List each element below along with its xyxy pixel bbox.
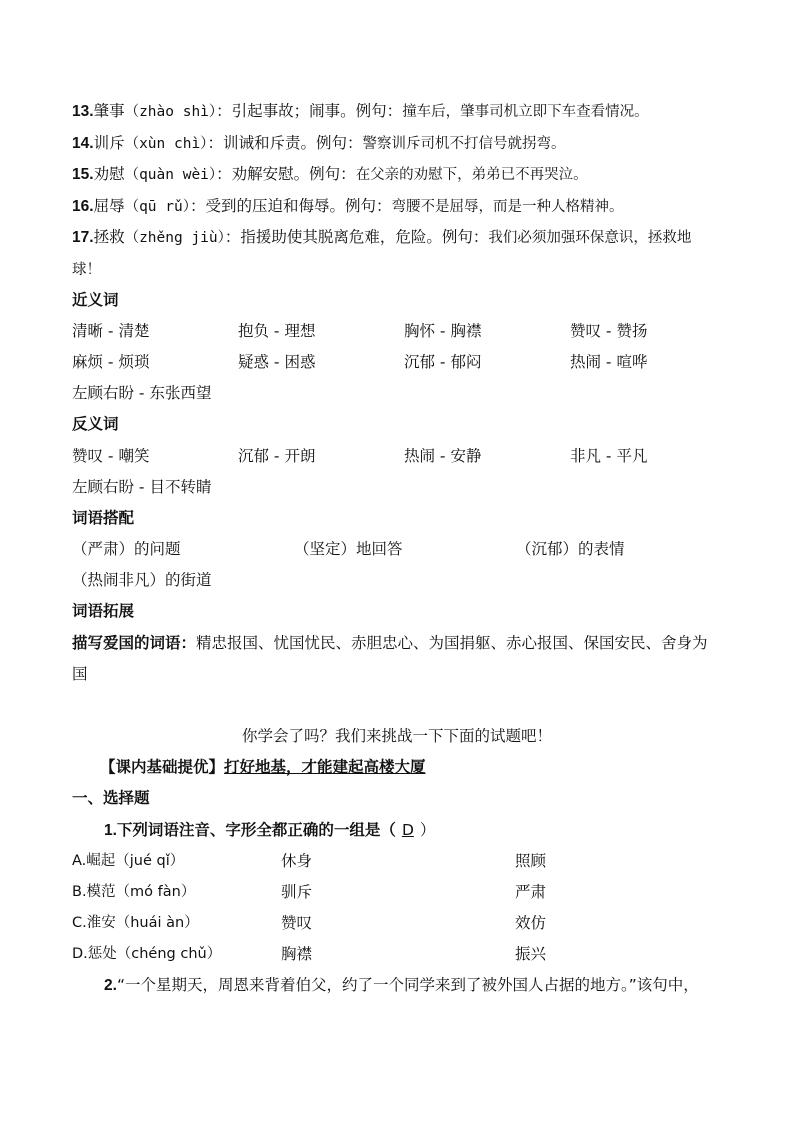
- vocab-entry-17-cont: [72, 258, 101, 281]
- question-2: [104, 974, 699, 997]
- entry-number: 17.: [72, 229, 94, 246]
- option-a-word3: 照顾: [515, 852, 547, 870]
- entry-pinyin: （qū rǔ）: [124, 199, 190, 215]
- synonym-pair: 麻烦 - 烦琐: [72, 353, 150, 371]
- option-d-word3: 振兴: [515, 945, 547, 963]
- extension-heading: 词语拓展: [72, 602, 135, 620]
- entry-word: 肇事: [93, 102, 125, 120]
- vocab-entry-17: [72, 226, 691, 249]
- entry-definition: ：劝解安慰。例句：: [216, 165, 356, 183]
- option-c-word3: 效仿: [515, 914, 547, 932]
- antonyms-heading: 反义词: [72, 415, 119, 433]
- antonym-pair: 非凡 - 平凡: [570, 447, 648, 465]
- entry-pinyin: （xùn chì）: [124, 136, 208, 152]
- option-d: D.惩处（chéng chǔ）: [72, 946, 222, 962]
- collocation: （沉郁）的表情: [516, 540, 625, 558]
- antonym-pair: 赞叹 - 嘲笑: [72, 447, 150, 465]
- antonym-pair: 沉郁 - 开朗: [238, 447, 316, 465]
- entry-definition: ：引起事故；闹事。例句：: [216, 102, 403, 120]
- question-stem-end: ）: [419, 821, 436, 839]
- question-text: “一个星期天，周恩来背着伯父，约了一个同学来到了被外国人占据的地方。”该句中，: [116, 976, 699, 994]
- entry-word: 训斥: [93, 134, 125, 152]
- option-d-word2: 胸襟: [281, 945, 313, 963]
- option-a: A.崛起（jué qǐ）: [72, 853, 185, 869]
- antonym-pair: 左顾右盼 - 目不转睛: [72, 478, 212, 496]
- entry-number: 16.: [72, 198, 94, 215]
- entry-word: 劝慰: [93, 165, 125, 183]
- entry-number: 14.: [72, 135, 94, 152]
- entry-example: 警察训斥司机不打信号就拐弯。: [362, 136, 566, 152]
- collocation: （热闹非凡）的街道: [72, 571, 212, 589]
- section-banner: [100, 756, 426, 778]
- entry-word: 屈辱: [93, 197, 125, 215]
- synonym-pair: 胸怀 - 胸襟: [404, 322, 482, 340]
- option-b-word2: 驯斥: [281, 883, 313, 901]
- entry-pinyin: （quàn wèi）: [124, 167, 217, 183]
- extension-line: [72, 632, 708, 654]
- challenge-prompt: 你学会了吗？我们来挑战一下下面的试题吧！: [241, 727, 552, 745]
- question-number: 2.: [104, 977, 117, 994]
- option-b-word3: 严肃: [515, 883, 547, 901]
- collocations-heading: 词语搭配: [72, 509, 135, 527]
- antonym-pair: 热闹 - 安静: [404, 447, 482, 465]
- entry-definition: ：受到的压迫和侮辱。例句：: [189, 197, 392, 215]
- synonym-pair: 赞叹 - 赞扬: [570, 322, 648, 340]
- entry-definition: ：指援助使其脱离危难，危险。例句：: [224, 228, 489, 246]
- option-c: C.淮安（huái àn）: [72, 915, 199, 931]
- extension-line-cont: 国: [72, 665, 88, 683]
- part-title: 一、选择题: [72, 789, 150, 807]
- synonym-pair: 抱负 - 理想: [238, 322, 316, 340]
- question-1-stem: [104, 819, 435, 842]
- entry-definition: ：训诫和斥责。例句：: [207, 134, 363, 152]
- entry-example: 撞车后，肇事司机立即下车查看情况。: [402, 104, 649, 120]
- option-c-word2: 赞叹: [281, 914, 313, 932]
- question-answer: D: [401, 821, 414, 839]
- vocab-entry-14: [72, 132, 565, 155]
- extension-words: 精忠报国、忧国忧民、赤胆忠心、为国捐躯、赤心报国、保国安民、舍身为: [196, 634, 708, 652]
- entry-number: 15.: [72, 166, 94, 183]
- entry-pinyin: （zhào shì）: [124, 104, 217, 120]
- option-b: B.模范（mó fàn）: [72, 884, 196, 900]
- entry-number: 13.: [72, 103, 94, 120]
- vocab-entry-16: [72, 195, 624, 218]
- synonym-pair: 热闹 - 喧哗: [570, 353, 648, 371]
- extension-label: 描写爱国的词语：: [72, 634, 197, 652]
- synonym-pair: 疑惑 - 困惑: [238, 353, 316, 371]
- entry-word: 拯救: [93, 228, 125, 246]
- entry-example: 弯腰不是屈辱，而是一种人格精神。: [391, 199, 624, 215]
- synonyms-heading: 近义词: [72, 291, 119, 309]
- question-stem: 1.下列词语注音、字形全都正确的一组是（: [104, 822, 396, 839]
- option-a-word2: 休身: [281, 852, 313, 870]
- banner-slogan: 打好地基，才能建起高楼大厦: [224, 758, 426, 776]
- collocation: （严肃）的问题: [72, 540, 181, 558]
- vocab-entry-13: [72, 100, 649, 123]
- entry-example: 在父亲的劝慰下，弟弟已不再哭泣。: [355, 167, 588, 183]
- synonym-pair: 沉郁 - 郁闷: [404, 353, 482, 371]
- entry-pinyin: （zhěng jiù）: [124, 230, 225, 246]
- synonym-pair: 清晰 - 清楚: [72, 322, 150, 340]
- collocation: （坚定）地回答: [294, 540, 403, 558]
- entry-example-continued: 球！: [72, 262, 101, 278]
- vocab-entry-15: [72, 163, 588, 186]
- entry-example: 我们必须加强环保意识，拯救地: [488, 230, 692, 246]
- banner-bracket: 【课内基础提优】: [100, 758, 225, 776]
- synonym-pair: 左顾右盼 - 东张西望: [72, 384, 212, 402]
